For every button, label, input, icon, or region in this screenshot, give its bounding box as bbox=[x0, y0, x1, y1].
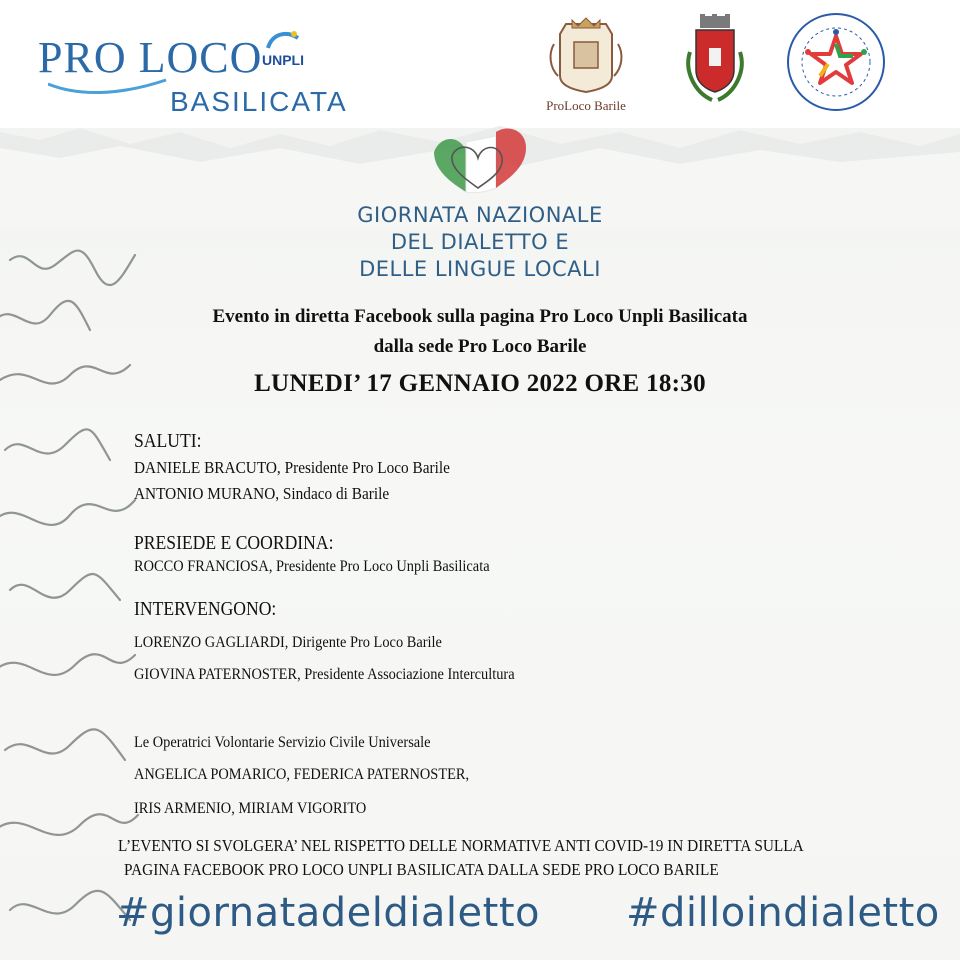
saluti-item: DANIELE BRACUTO, Presidente Pro Loco Barile bbox=[134, 458, 450, 477]
saluti-heading: SALUTI: bbox=[134, 430, 202, 452]
live-stream-line: Evento in diretta Facebook sulla pagina Pro Loco Unpli Basilicata bbox=[212, 306, 748, 327]
covid-notice-line2: PAGINA FACEBOOK PRO LOCO UNPLI BASILICATA DALLA SEDE PRO LOCO BARILE bbox=[124, 860, 719, 879]
venue-line: dalla sede Pro Loco Barile bbox=[373, 336, 587, 357]
barile-crest-icon bbox=[528, 14, 644, 94]
wave-icon bbox=[48, 76, 168, 96]
comune-coat-of-arms bbox=[682, 12, 748, 108]
event-date: LUNEDI’ 17 GENNAIO 2022 ORE 18:30 bbox=[254, 370, 706, 397]
hashtag-right: #dilloindialetto bbox=[626, 890, 940, 936]
volontarie-intro: Le Operatrici Volontarie Servizio Civile Universale bbox=[134, 734, 431, 751]
volontarie-names: IRIS ARMENIO, MIRIAM VIGORITO bbox=[134, 800, 367, 817]
event-title-line2: DEL DIALETTO E bbox=[390, 230, 570, 254]
saluti-item: ANTONIO MURANO, Sindaco di Barile bbox=[134, 484, 390, 503]
intervengono-item: LORENZO GAGLIARDI, Dirigente Pro Loco Barile bbox=[134, 634, 442, 651]
event-title-line3: DELLE LINGUE LOCALI bbox=[359, 257, 601, 281]
proloco-barile-logo bbox=[528, 14, 644, 124]
italian-flag-heart-icon bbox=[430, 122, 530, 196]
proloco-basilicata-logo bbox=[38, 28, 348, 118]
hashtag-left: #giornatadeldialetto bbox=[116, 890, 540, 936]
coordina-item: ROCCO FRANCIOSA, Presidente Pro Loco Unpli Basilicata bbox=[134, 558, 490, 575]
servizio-civile-universale-logo bbox=[784, 10, 888, 114]
coordina-heading: PRESIEDE E COORDINA: bbox=[134, 532, 334, 554]
scu-star-icon bbox=[784, 10, 888, 114]
unpli-label: UNPLI bbox=[262, 52, 304, 68]
intervengono-heading: INTERVENGONO: bbox=[134, 598, 277, 620]
proloco-title: PRO LOCO bbox=[38, 33, 263, 82]
covid-notice-line1: L’EVENTO SI SVOLGERA’ NEL RISPETTO DELLE NORMATIVE ANTI COVID-19 IN DIRETTA SULLA bbox=[118, 836, 804, 855]
event-title bbox=[300, 202, 660, 283]
volontarie-names: ANGELICA POMARICO, FEDERICA PATERNOSTER, bbox=[134, 766, 470, 783]
unpli-icon bbox=[264, 28, 304, 52]
coat-of-arms-icon bbox=[682, 12, 748, 108]
proloco-subtitle: BASILICATA bbox=[170, 86, 348, 117]
event-title-line1: GIORNATA NAZIONALE bbox=[357, 203, 603, 227]
barile-label: ProLoco Barile bbox=[546, 98, 626, 113]
intervengono-item: GIOVINA PATERNOSTER, Presidente Associazione Intercultura bbox=[134, 666, 515, 683]
